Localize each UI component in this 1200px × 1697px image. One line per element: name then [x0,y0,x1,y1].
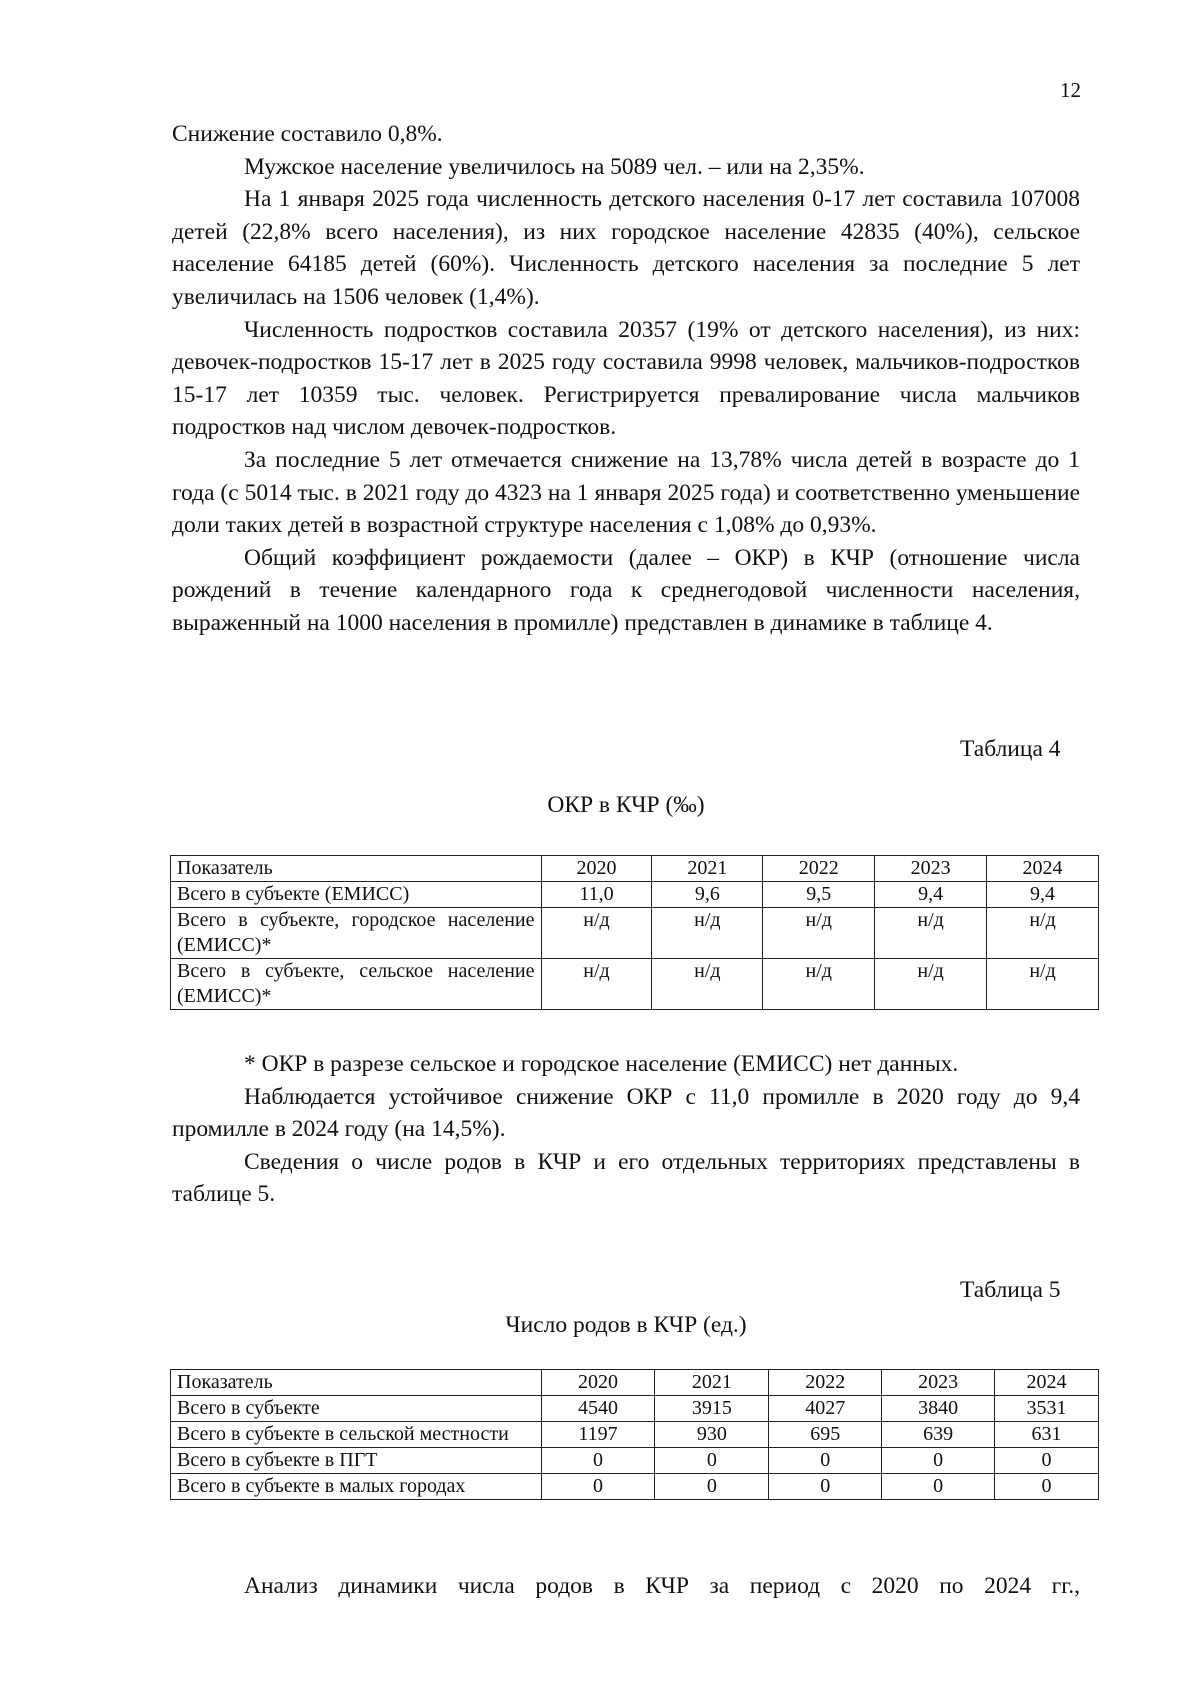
paragraph [172,1570,1080,1603]
table-cell: н/д [652,908,763,959]
body-text-bottom [172,1570,1080,1603]
table-4-caption: ОКР в КЧР (‰) [547,792,705,818]
table-cell: 0 [882,1448,995,1474]
table-cell: 0 [769,1448,882,1474]
table-5-label: Таблица 5 [960,1277,1061,1303]
table-row [171,882,1099,908]
header-cell: 2024 [995,1370,1099,1396]
table-cell: н/д [541,959,652,1010]
table-cell: Всего в субъекте, сельское население (ЕМИСС)* [171,959,542,1010]
table-row [171,908,1099,959]
table-cell: 0 [995,1474,1099,1500]
header-cell: 2020 [541,1370,655,1396]
table-row [171,959,1099,1010]
paragraph-line: Анализ динамики числа родов в КЧР за период с 2020 по 2024 гг., [244,1573,1080,1599]
paragraph: Мужское население увеличилось на 5089 чел. – или на 2,35%. [244,153,865,180]
table-cell: н/д [763,908,875,959]
header-cell: 2021 [652,856,763,882]
paragraph: На 1 января 2025 года численность детского населения 0-17 лет составила 107008 детей (22,8% всего населения), из них городское население 42835 (40%), сельское население 64185 детей (60%). Численность детского населения за последние 5 лет увеличилась на 1506 человек (1,4%). [172,186,1080,310]
table-cell: 1197 [541,1422,655,1448]
table-cell: н/д [541,908,652,959]
paragraph: * ОКР в разрезе сельское и городское население (ЕМИСС) нет данных. [244,1051,959,1077]
table-5 [170,1369,1099,1500]
table-cell: 3840 [882,1396,995,1422]
table-cell: 930 [655,1422,769,1448]
table-4-label: Таблица 4 [960,736,1061,762]
table-cell: 9,5 [763,882,875,908]
header-cell: 2024 [987,856,1099,882]
table-cell: 3915 [655,1396,769,1422]
table-cell: Всего в субъекте [171,1396,542,1422]
table-cell: 3531 [995,1396,1099,1422]
table-cell: 0 [769,1474,882,1500]
table-row [171,1448,1099,1474]
table-cell: 639 [882,1422,995,1448]
header-cell: 2022 [769,1370,882,1396]
body-text-middle [172,1048,1080,1211]
header-cell: 2020 [541,856,652,882]
table-4 [170,855,1099,1010]
table-cell: Всего в субъекте (ЕМИСС) [171,882,542,908]
table-5-caption: Число родов в КЧР (ед.) [505,1312,747,1338]
page-number: 12 [1060,78,1081,102]
table-row [171,1474,1099,1500]
table-cell: н/д [763,959,875,1010]
table-cell: 0 [882,1474,995,1500]
table-row [171,1396,1099,1422]
table-header-row [171,856,1099,882]
table-cell: Всего в субъекте в ПГТ [171,1448,542,1474]
table-cell: Всего в субъекте в сельской местности [171,1422,542,1448]
header-cell: Показатель [171,856,542,882]
table-cell: 0 [655,1448,769,1474]
table-cell: 0 [541,1448,655,1474]
paragraph: Снижение составило 0,8%. [172,121,443,147]
table-header-row [171,1370,1099,1396]
table-cell: 11,0 [541,882,652,908]
table-cell: 9,6 [652,882,763,908]
table-cell: 4540 [541,1396,655,1422]
table-cell: 695 [769,1422,882,1448]
table-cell: Всего в субъекте, городское население (ЕМИСС)* [171,908,542,959]
header-cell: 2023 [882,1370,995,1396]
table-cell: 0 [995,1448,1099,1474]
table-cell: 9,4 [875,882,987,908]
table-cell: н/д [987,959,1099,1010]
header-cell: 2021 [655,1370,769,1396]
table-cell: 4027 [769,1396,882,1422]
table-cell: 631 [995,1422,1099,1448]
table-cell: 9,4 [987,882,1099,908]
paragraph: Общий коэффициент рождаемости (далее – ОКР) в КЧР (отношение числа рождений в течение календарного года к среднегодовой численности населения, выраженный на 1000 населения в промилле) представлен в динамике в таблице 4. [172,544,1080,636]
table-row [171,1422,1099,1448]
paragraph: За последние 5 лет отмечается снижение на 13,78% числа детей в возрасте до 1 года (с 5014 тыс. в 2021 году до 4323 на 1 января 2025 года) и соответственно уменьшение доли таких детей в возрастной структуре населения с 1,08% до 0,93%. [172,446,1080,539]
paragraph: Численность подростков составила 20357 (19% от детского населения), из них: девочек-подростков 15-17 лет в 2025 году составила 9998 человек, мальчиков-подростков 15-17 лет 10359 тыс. человек. Регистрируется превалирование числа мальчиков подростков над числом девочек-подростков. [172,316,1080,441]
table-cell: 0 [541,1474,655,1500]
header-cell: 2023 [875,856,987,882]
table-cell: н/д [875,908,987,959]
table-cell: н/д [652,959,763,1010]
table-cell: Всего в субъекте в малых городах [171,1474,542,1500]
table-cell: н/д [875,959,987,1010]
table-cell: н/д [987,908,1099,959]
body-text-top [172,118,1080,640]
table-cell: 0 [655,1474,769,1500]
header-cell: Показатель [171,1370,542,1396]
paragraph: Сведения о числе родов в КЧР и его отдельных территориях представлены в таблице 5. [172,1148,1080,1208]
header-cell: 2022 [763,856,875,882]
paragraph: Наблюдается устойчивое снижение ОКР с 11,0 промилле в 2020 году до 9,4 промилле в 2024 году (на 14,5%). [172,1083,1080,1143]
